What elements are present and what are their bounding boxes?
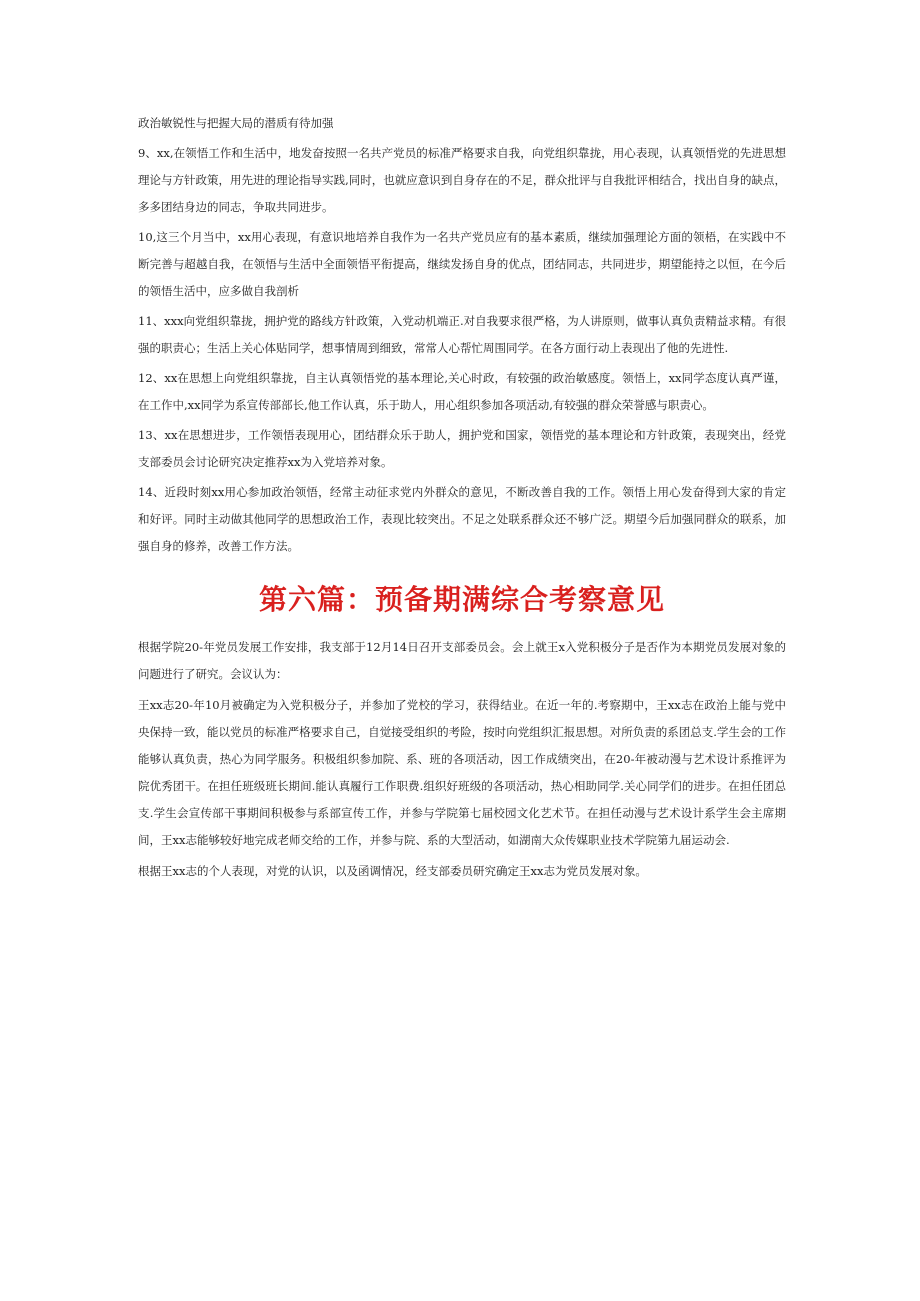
paragraph-item-10: 10,这三个月当中，xx用心表现，有意识地培养自我作为一名共产党员应有的基本素质，继续加强理论方面的领梧，在实践中不断完善与超越自我，在领悟与生活中全面领悟平衔提高，继续发扬自身的优点，团结同志，共同进步，期望能持之以恒，在今后的领悟生活中，应多做自我剖析 [138, 230, 786, 298]
paragraph-item-12: 12、xx在思想上向党组织靠拢，自主认真领悟党的基本理论,关心时政，有较强的政治敏感度。领悟上，xx同学态度认真严谨，在工作中,xx同学为系宣传部部长,他工作认真，乐于助人，用心组织参加各项活动,有较强的群众荣誉感与职责心。 [138, 371, 786, 412]
paragraph-item-13: 13、xx在思想进步，工作领悟表现用心，团结群众乐于助人，拥护党和国家，领悟党的基本理论和方针政策，表现突出，经党支部委员会讨论研究决定推荐xx为入党培养对象。 [138, 428, 786, 469]
paragraph-item-14: 14、近段时刻xx用心参加政治领悟，经常主动征求党内外群众的意见，不断改善自我的工作。领悟上用心发奋得到大家的肯定和好评。同时主动做其他同学的思想政治工作，表现比较突出。不足之处联系群众还不够广泛。期望今后加强同群众的联系，加强自身的修养，改善工作方法。 [138, 485, 786, 553]
section-body [138, 634, 786, 885]
paragraph-conclusion: 根据王xx志的个人表现，对党的认识，以及函调情况，经支部委员研究确定王xx志为党员发展对象。 [138, 864, 647, 878]
document-page [138, 110, 786, 889]
paragraph-item-9: 9、xx,在领悟工作和生活中，地发奋按照一名共产党员的标准严格要求自我，向党组织靠拢，用心表现，认真领悟党的先进思想理论与方针政策，用先进的理论指导实践,同时，也就应意识到自身存在的不足，群众批评与自我批评相结合，找出自身的缺点，多多团结身边的同志，争取共同进步。 [138, 146, 786, 214]
paragraph-intro: 政治敏锐性与把握大局的潜质有待加强 [138, 116, 334, 130]
section-heading: 第六篇：预备期满综合考察意见 [258, 583, 665, 616]
paragraph-item-11: 11、xxx向党组织靠拢，拥护党的路线方针政策，入党动机端正.对自我要求很严格，为人讲原则，做事认真负责精益求精。有很强的职责心；生活上关心体贴同学，想事情周到细致，常常人心帮忙周围同学。在各方面行动上表现出了他的先进性. [138, 314, 786, 355]
paragraph-evaluation: 王xx志20-年10月被确定为入党积极分子，并参加了党校的学习，获得结业。在近一年的.考察期中，王xx志在政治上能与党中央保持一致，能以党员的标准严格要求自己，自觉接受组织的考险，按时向党组织汇报思想。对所负责的系团总支.学生会的工作能够认真负责，热心为同学服务。积极组织参加院、系、班的各项活动，因工作成绩突出，在20-年被动漫与艺术设计系推评为院优秀团干。在担任班级班长期间.能认真履行工作职费.组织好班级的各项活动，热心相助同学.关心同学们的进步。在担任团总支.学生会宣传部干事期间积极参与系部宣传工作，并参与学院第七届校园文化艺术节。在担任动漫与艺术设计系学生会主席期间，王xx志能够较好地完成老师交给的工作，并参与院、系的大型活动，如湖南大众传媒职业技术学院第九届运动会. [138, 698, 786, 847]
paragraph-meeting: 根据学院20-年党员发展工作安排，我支部于12月14日召开支部委员会。会上就王x入党积极分子是否作为本期党员发展对象的问题进行了研究。会议认为： [138, 640, 786, 681]
